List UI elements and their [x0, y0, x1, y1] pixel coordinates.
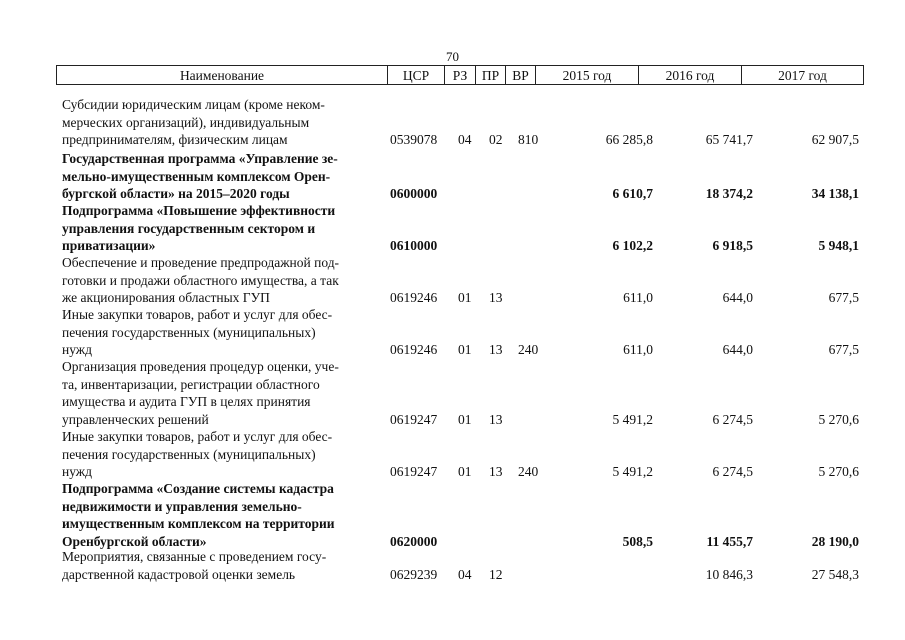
- row-name-line: предпринимателям, физическим лицам: [62, 132, 288, 147]
- cell-y2017: 34 138,1: [811, 186, 859, 201]
- row-name-line: дарственной кадастровой оценки земель: [62, 566, 296, 582]
- cell-y2015: 6 610,7: [612, 186, 653, 201]
- cell-csr: 0610000: [390, 238, 438, 253]
- cell-vr: 240: [518, 342, 539, 357]
- table-header: [56, 65, 864, 85]
- cell-rz: 01: [458, 342, 472, 357]
- cell-csr: 0620000: [390, 533, 438, 549]
- row-name-line: имущественным комплексом на территории: [62, 516, 335, 531]
- cell-vr: 810: [518, 132, 539, 147]
- row-name-line: печения государственных (муниципальных): [62, 446, 316, 462]
- cell-pr: 13: [489, 290, 503, 305]
- cell-y2015: 508,5: [622, 533, 653, 549]
- cell-pr: 12: [489, 566, 503, 582]
- row-name-line: готовки и продажи областного имущества, а так: [62, 272, 339, 288]
- row-name-line: Подпрограмма «Повышение эффективности: [62, 203, 336, 218]
- row-name: [62, 254, 382, 307]
- cell-y2016: 6 918,5: [712, 238, 753, 253]
- cell-y2016: 10 846,3: [705, 566, 753, 582]
- cell-vr: 240: [518, 464, 539, 479]
- row-name-line: недвижимости и управления земельно-: [62, 498, 302, 514]
- cell-pr: 13: [489, 411, 503, 427]
- cell-y2015: 66 285,8: [605, 132, 653, 147]
- cell-y2016: 644,0: [722, 290, 753, 305]
- row-name-line: Государственная программа «Управление зе-: [62, 151, 338, 166]
- row-name: [62, 428, 382, 481]
- cell-csr: 0619246: [390, 342, 438, 357]
- cell-y2017: 677,5: [828, 290, 859, 305]
- cell-y2016: 18 374,2: [705, 186, 753, 201]
- row-name-line: мельно-имущественным комплексом Орен-: [62, 168, 331, 184]
- row-name-line: имущества и аудита ГУП в целях принятия: [62, 394, 311, 409]
- cell-rz: 01: [458, 464, 472, 479]
- row-name-line: мерческих организаций), индивидуальным: [62, 114, 310, 130]
- row-name: [62, 150, 382, 203]
- cell-csr: 0619247: [390, 411, 438, 427]
- cell-y2017: 5 270,6: [818, 464, 859, 479]
- cell-y2017: 5 948,1: [818, 238, 859, 253]
- row-name-line: Субсидии юридическим лицам (кроме неком-: [62, 97, 325, 112]
- row-name: [62, 96, 382, 149]
- row-name-line: нужд: [62, 464, 92, 479]
- header-2017: 2017 год: [741, 66, 863, 84]
- cell-y2015: 5 491,2: [612, 411, 653, 427]
- row-name: [62, 306, 382, 359]
- row-name-line: управленческих решений: [62, 411, 209, 427]
- row-name-line: Подпрограмма «Создание системы кадастра: [62, 481, 334, 496]
- cell-rz: 04: [458, 566, 472, 582]
- cell-rz: 04: [458, 132, 472, 147]
- row-name-line: печения государственных (муниципальных): [62, 324, 316, 340]
- cell-y2015: 611,0: [623, 290, 653, 305]
- row-name-line: Оренбургской области»: [62, 533, 207, 549]
- row-name: [62, 358, 382, 428]
- row-name-line: та, инвентаризации, регистрации областного: [62, 376, 320, 392]
- cell-y2015: 6 102,2: [612, 238, 653, 253]
- cell-csr: 0619246: [390, 290, 438, 305]
- cell-y2016: 6 274,5: [712, 411, 753, 427]
- cell-y2017: 62 907,5: [811, 132, 859, 147]
- cell-csr: 0539078: [390, 132, 438, 147]
- header-pr: ПР: [475, 66, 505, 84]
- cell-y2016: 65 741,7: [705, 132, 753, 147]
- header-2016: 2016 год: [638, 66, 741, 84]
- cell-pr: 02: [489, 132, 503, 147]
- row-name-line: Иные закупки товаров, работ и услуг для обес-: [62, 429, 333, 444]
- cell-csr: 0629239: [390, 566, 438, 582]
- row-name-line: Мероприятия, связанные с проведением госу-: [62, 549, 327, 564]
- cell-y2017: 27 548,3: [811, 566, 859, 582]
- header-2015: 2015 год: [535, 66, 638, 84]
- header-name: Наименование: [179, 68, 265, 83]
- cell-y2016: 11 455,7: [706, 533, 753, 549]
- row-name-line: Организация проведения процедур оценки, уче-: [62, 359, 339, 374]
- header-csr: ЦСР: [387, 66, 444, 84]
- cell-y2015: 611,0: [623, 342, 653, 357]
- cell-y2017: 28 190,0: [811, 533, 859, 549]
- cell-pr: 13: [489, 342, 503, 357]
- cell-rz: 01: [458, 290, 472, 305]
- page-number: 70: [446, 49, 459, 64]
- cell-y2017: 5 270,6: [818, 411, 859, 427]
- cell-rz: 01: [458, 411, 472, 427]
- cell-pr: 13: [489, 464, 503, 479]
- row-name-line: Обеспечение и проведение предпродажной под-: [62, 255, 340, 270]
- row-name-line: управления государственным сектором и: [62, 220, 316, 236]
- cell-y2017: 677,5: [828, 342, 859, 357]
- cell-csr: 0600000: [390, 186, 438, 201]
- header-rz: РЗ: [444, 66, 475, 84]
- row-name: [62, 548, 382, 583]
- cell-y2016: 6 274,5: [712, 464, 753, 479]
- cell-csr: 0619247: [390, 464, 438, 479]
- row-name-line: приватизации»: [62, 238, 156, 253]
- row-name-line: же акционирования областных ГУП: [62, 290, 270, 305]
- cell-y2016: 644,0: [722, 342, 753, 357]
- row-name: [62, 480, 382, 550]
- row-name: [62, 202, 382, 255]
- row-name-line: нужд: [62, 342, 92, 357]
- row-name-line: бургской области» на 2015–2020 годы: [62, 186, 290, 201]
- cell-y2015: 5 491,2: [612, 464, 653, 479]
- header-vr: ВР: [505, 66, 535, 84]
- row-name-line: Иные закупки товаров, работ и услуг для обес-: [62, 307, 333, 322]
